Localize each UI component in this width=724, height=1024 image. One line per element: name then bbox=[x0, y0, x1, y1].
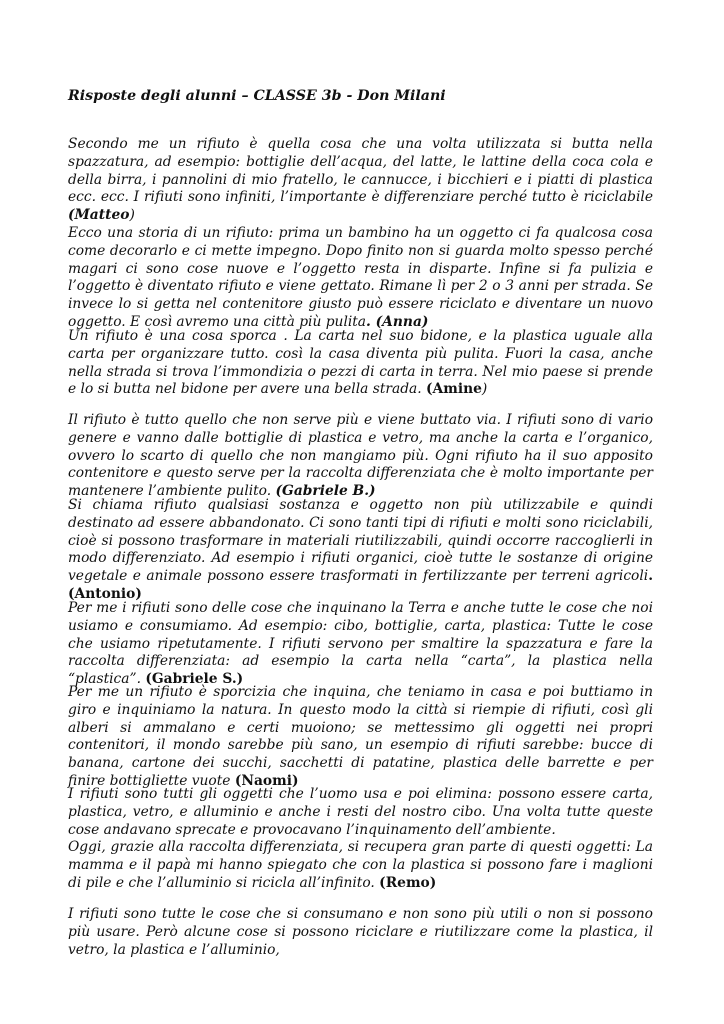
document-title: Risposte degli alunni – CLASSE 3b - Don Milani bbox=[68, 88, 446, 104]
response-antonio bbox=[68, 497, 653, 604]
author-name: . (Anna) bbox=[366, 313, 429, 330]
response-remo bbox=[68, 786, 653, 893]
author-name: (Naomi) bbox=[234, 772, 299, 789]
response-text: Ecco una storia di un rifiuto: prima un bambino ha un oggetto ci fa qualcosa cosa come decorarlo e ci mette impegno. Dopo finito non si guarda molto spesso perché magari ci sono cose nuove e l’oggetto resta in disparte. Infine si fa pulizia e l’oggetto è diventato rifiuto e viene gettato. Rimane lì per 2 o 3 anni per strada. Se invece lo si getta nel contenitore giusto può essere riciclato e diventare un nuovo oggetto. E così avremo una città più pulita bbox=[68, 225, 653, 330]
response-text: Secondo me un rifiuto è quella cosa che una volta utilizzata si butta nella spazzatura, ad esempio: bottiglie dell’acqua, del latte, le lattine della coca cola e della birra, i pannolini di mio fratello, le cannucce, i bicchieri e i piatti di plastica ecc. ecc. I rifiuti sono infiniti, l’importante è differenziare perché tutto è riciclabile bbox=[68, 136, 653, 206]
response-text: Un rifiuto è una cosa sporca . La carta nel suo bidone, e la plastica uguale alla carta per organizzare tutto. così la casa diventa più pulita. Fuori la casa, anche nella strada si trova l’immondizia o pezzi di carta in terra. Nel mio paese si prende e lo si butta nel bidone per avere una bella strada. bbox=[68, 328, 653, 398]
response-gabriele-s bbox=[68, 600, 653, 689]
response-anna bbox=[68, 225, 653, 332]
author-name: . (Antonio) bbox=[68, 568, 653, 602]
response-text: Il rifiuto è tutto quello che non serve più e viene buttato via. I rifiuti sono di vario genere e vanno dalle bottiglie di plastica e vetro, ma anche la carta e l’organico, ovvero lo scarto di quello che non mangiamo più. Ogni rifiuto ha il suo apposito contenitore e questo serve per la raccolta differenziata che è molto importante per mantenere l’ambiente pulito. bbox=[68, 412, 653, 500]
response-text-2: Oggi, grazie alla raccolta differenziata, si recupera gran parte di questi oggetti: La mamma e il papà mi hanno spiegato che con la plastica si possono fare i maglioni di pile e che l’alluminio si ricicla all’infinito. bbox=[68, 839, 653, 891]
response-text: Per me un rifiuto è sporcizia che inquina, che teniamo in casa e poi buttiamo in giro e inquiniamo la natura. In questo modo la città si riempie di rifiuti, così gli alberi si ammalano e certi muoiono; se mettessimo gli oggetti nei propri contenitori, il mondo sarebbe più sano, un esempio di rifiuti sarebbe: bucce di banana, cartone dei succhi, sacchetti di patatine, plastica delle barrette e per finire bottigliette vuote bbox=[68, 684, 653, 789]
response-text: I rifiuti sono tutte le cose che si consumano e non sono più utili o non si possono più usare. Però alcune cose si possono riciclare e riutilizzare come la plastica, il vetro, la plastica e l’alluminio, bbox=[68, 906, 653, 958]
author-name: (Remo) bbox=[379, 874, 437, 891]
response-text-continued bbox=[68, 839, 653, 892]
author-closing: ) bbox=[129, 207, 135, 224]
response-naomi bbox=[68, 684, 653, 791]
response-amine bbox=[68, 328, 653, 399]
author-name: (Amine bbox=[426, 381, 482, 398]
response-last bbox=[68, 906, 653, 959]
author-name: (Gabriele B.) bbox=[275, 483, 376, 500]
response-text: Si chiama rifiuto qualsiasi sostanza e oggetto non più utilizzabile e quindi destinato ad essere abbandonato. Ci sono tanti tipi di rifiuti e molti sono riciclabili, cioè si possono trasformare in materiali riutilizzabili, quindi occorre raccoglierli in modo differenziato. Ad esempio i rifiuti organici, cioè tutte le sostanze di origine vegetale e animale possono essere trasformati in fertilizzante per terreni agricoli bbox=[68, 497, 653, 585]
author-closing: ) bbox=[481, 381, 488, 398]
response-text: Per me i rifiuti sono delle cose che inquinano la Terra e anche tutte le cose che noi usiamo e consumiamo. Ad esempio: cibo, bottiglie, carta, plastica: Tutte le cose che usiamo ripetutamente. I rifiuti servono per smaltire la spazzatura e fare la raccolta differenziata: ad esempio la carta nella “carta”, la plastica nella “plastica”. bbox=[68, 600, 653, 688]
response-matteo bbox=[68, 136, 653, 225]
response-gabriele-b bbox=[68, 412, 653, 501]
author-name: (Matteo bbox=[68, 207, 130, 224]
author-name: (Gabriele S.) bbox=[145, 671, 244, 688]
response-text: I rifiuti sono tutti gli oggetti che l’uomo usa e poi elimina: possono essere carta, plastica, vetro, e alluminio e anche i resti del nostro cibo. Una volta tutte queste cose andavano sprecate e provocavano l’inquinamento dell’ambiente. bbox=[68, 786, 653, 838]
